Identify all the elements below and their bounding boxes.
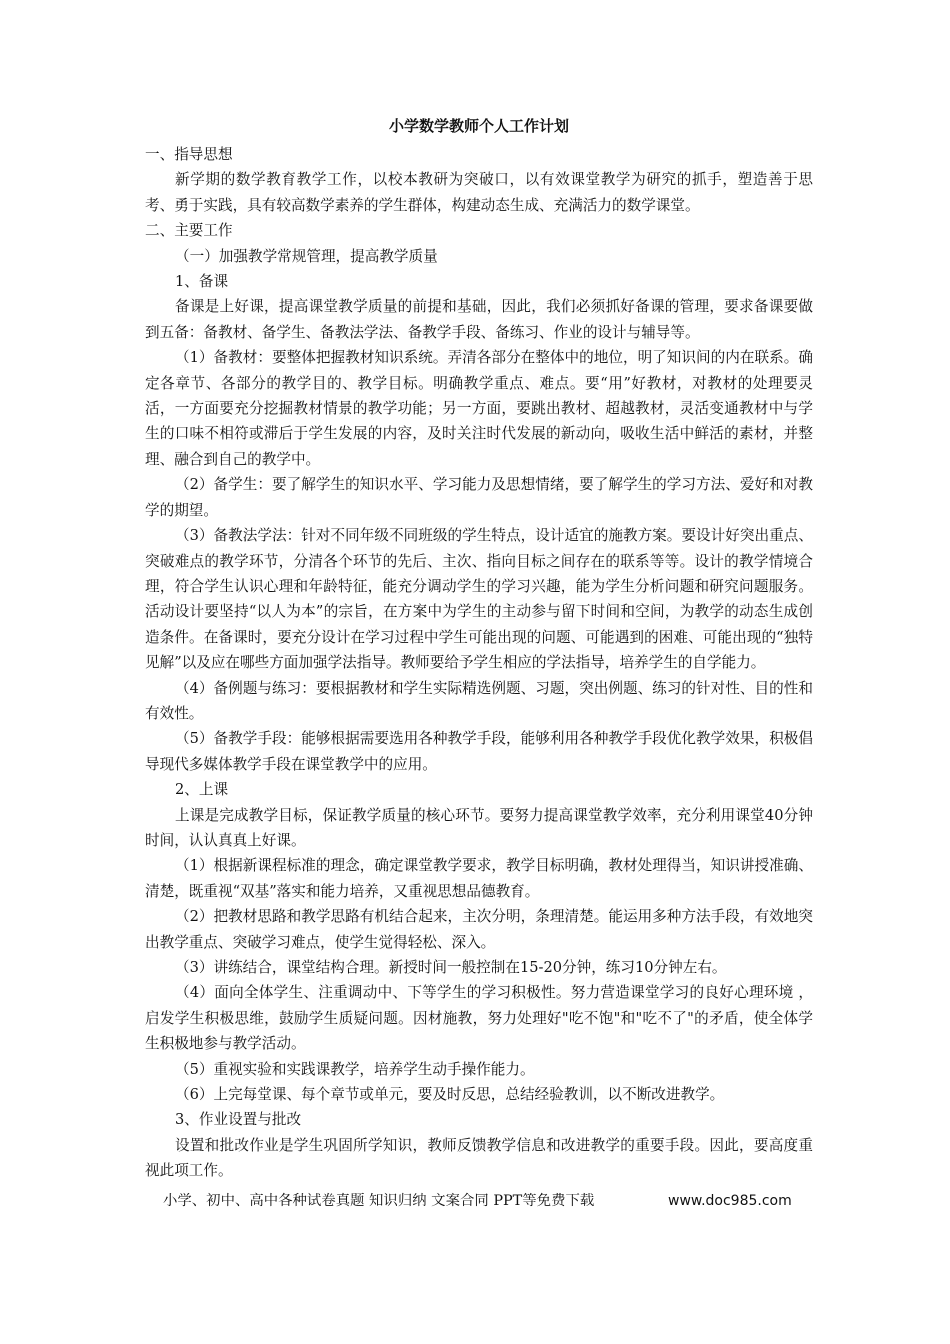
paragraph: （4）面向全体学生、注重调动中、下等学生的学习积极性。努力营造课堂学习的良好心理环境 ，启发学生积极思维，鼓励学生质疑问题。因材施教，努力处理好"吃不饱"和"吃不了"的矛盾，使全体学生积极地参与教学活动。	[145, 984, 813, 1053]
paragraph: 设置和批改作业是学生巩固所学知识，教师反馈教学信息和改进教学的重要手段。因此，要高度重视此项工作。	[145, 1136, 813, 1180]
paragraph: （4）备例题与练习：要根据教材和学生实际精选例题、习题，突出例题、练习的针对性、目的性和有效性。	[145, 679, 813, 722]
footer-site-link[interactable]: www.doc985.com	[668, 1193, 792, 1209]
paragraph: （3）讲练结合，课堂结构合理。新授时间一般控制在15-20分钟，练习10分钟左右。	[175, 959, 727, 976]
paragraph: 一、指导思想	[145, 146, 233, 163]
paragraph: （6）上完每堂课、每个章节或单元，要及时反思，总结经验教训，以不断改进教学。	[175, 1086, 725, 1104]
paragraph: （2）备学生：要了解学生的知识水平、学习能力及思想情绪，要了解学生的学习方法、爱好和对教学的期望。	[145, 476, 813, 519]
paragraph-list	[145, 142, 813, 1184]
paragraph: （一）加强教学常规管理，提高教学质量	[175, 247, 438, 265]
paragraph: （1）备教材：要整体把握教材知识系统。弄清各部分在整体中的地位，明了知识间的内在联系。确定各章节、各部分的教学目的、教学目标。明确教学重点、难点。要“用”好教材，对教材的处理要灵活，一方面要充分挖掘教材情景的教学功能；另一方面，要跳出教材、超越教材，灵活变通教材中与学生的口味不相符或滞后于学生发展的内容，及时关注时代发展的新动向，吸收生活中鲜活的素材，并整理、融合到自己的教学中。	[145, 349, 813, 468]
footer-text: 小学、初中、高中各种试卷真题 知识归纳 文案合同 PPT等免费下载	[163, 1193, 595, 1209]
paragraph: （5）备教学手段：能够根据需要选用各种教学手段，能够利用各种教学手段优化教学效果，积极倡导现代多媒体教学手段在课堂教学中的应用。	[145, 730, 813, 773]
paragraph: 新学期的数学教育教学工作，以校本教研为突破口，以有效课堂教学为研究的抓手，塑造善于思考、勇于实践，具有较高数学素养的学生群体，构建动态生成、充满活力的数学课堂。	[145, 171, 813, 214]
paragraph: 二、主要工作	[145, 222, 233, 240]
paragraph: 备课是上好课，提高课堂教学质量的前提和基础，因此，我们必须抓好备课的管理，要求备课要做到五备：备教材、备学生、备教法学法、备教学手段、备练习、作业的设计与辅导等。	[145, 298, 813, 341]
paragraph: 上课是完成教学目标，保证教学质量的核心环节。要努力提高课堂教学效率，充分利用课堂40分钟时间，认认真真上好课。	[145, 806, 813, 849]
paragraph: 3、作业设置与批改	[175, 1111, 302, 1129]
paragraph: （3）备教法学法：针对不同年级不同班级的学生特点，设计适宜的施教方案。要设计好突出重点、突破难点的教学环节，分清各个环节的先后、主次、指向目标之间存在的联系等等。设计的教学情境合理，符合学生认识心理和年龄特征，能充分调动学生的学习兴趣，能为学生分析问题和研究问题服务。活动设计要坚持“以人为本”的宗旨，在方案中为学生的主动参与留下时间和空间，为教学的动态生成创造条件。在备课时，要充分设计在学习过程中学生可能出现的问题、可能遇到的困难、可能出现的“独特见解”以及应在哪些方面加强学法指导。教师要给予学生相应的学法指导，培养学生的自学能力。	[145, 527, 813, 672]
paragraph: 1、备课	[175, 273, 229, 291]
footer-banner	[163, 1190, 803, 1212]
document-body	[145, 114, 813, 1184]
paragraph: （1）根据新课程标准的理念，确定课堂教学要求，教学目标明确，教材处理得当，知识讲授准确、清楚，既重视“双基”落实和能力培养，又重视思想品德教育。	[145, 857, 813, 900]
document-title: 小学数学教师个人工作计划	[388, 117, 569, 135]
paragraph: （2）把教材思路和教学思路有机结合起来，主次分明，条理清楚。能运用多种方法手段，有效地突出教学重点、突破学习难点，使学生觉得轻松、深入。	[145, 908, 813, 951]
paragraph: 2、上课	[175, 781, 229, 799]
paragraph: （5）重视实验和实践课教学，培养学生动手操作能力。	[175, 1060, 535, 1078]
